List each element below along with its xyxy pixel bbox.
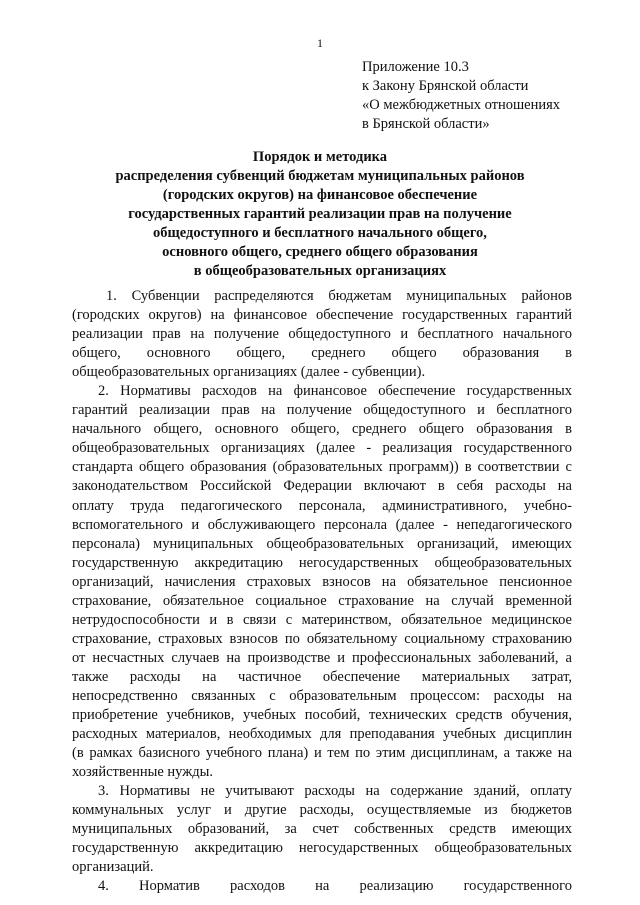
body-line: законодательством Российской Федерации включают в себя расходы на [72, 478, 572, 495]
body-line: муниципальных образований, за счет собственных средств имеющих [72, 821, 572, 838]
title-line: Порядок и методика [252, 149, 388, 165]
body-line: непосредственно связанных с образовательным процессом: расходы на [72, 687, 572, 704]
body-line: начального общего, основного общего, среднего общего образования в [72, 421, 572, 438]
document-title [60, 148, 580, 281]
body-line: расходных материалов, необходимых для преподавания учебных дисциплин [72, 726, 572, 743]
body-line: организаций. [72, 859, 154, 876]
body-line: 2. Нормативы расходов на финансовое обеспечение государственных [98, 383, 572, 400]
title-line: (городских округов) на финансовое обеспечение [162, 187, 478, 203]
body-line: хозяйственные нужды. [72, 764, 213, 781]
body-line: 4. Норматив расходов на реализацию государственного [98, 878, 572, 895]
document-body [72, 287, 572, 897]
body-line: (в рамках базисного учебного плана) и тем по этим дисциплинам, а также на [72, 745, 572, 762]
body-line: государственную аккредитацию негосударственных общеобразовательных [72, 840, 572, 857]
body-line: стандарта общего образования (образовательных программ)) в соответствии с [72, 459, 572, 476]
body-line: также расходы на частичное обеспечение материальных затрат, [72, 668, 572, 685]
body-line: общеобразовательных организациях (далее - реализация государственного [72, 440, 572, 457]
appendix-header [362, 58, 602, 134]
title-line: общедоступного и бесплатного начального общего, [153, 225, 487, 241]
body-line: 3. Нормативы не учитывают расходы на содержание зданий, оплату [98, 783, 572, 800]
title-line: основного общего, среднего общего образования [162, 244, 478, 260]
body-line: оплату труда педагогического персонала, административного, учебно- [72, 497, 572, 514]
title-line: в общеобразовательных организациях [193, 263, 447, 279]
body-line: гарантий реализации прав на получение общедоступного и бесплатного [72, 402, 572, 419]
body-line: (городских округов) на финансовое обеспечение государственных гарантий [72, 307, 572, 324]
appendix-line: Приложение 10.3 [362, 59, 469, 75]
body-line: нетрудоспособности и в связи с материнством, обязательное медицинское [72, 611, 572, 628]
body-line: общего, основного общего, среднего общего образования в [72, 345, 572, 362]
body-line: общеобразовательных организациях (далее - субвенции). [72, 364, 426, 381]
title-line: государственных гарантий реализации прав на получение [128, 206, 512, 222]
appendix-line: «О межбюджетных отношениях [362, 97, 561, 113]
title-line: распределения субвенций бюджетам муниципальных районов [115, 168, 525, 184]
body-line: вспомогательного и обслуживающего персонала (далее - непедагогического [72, 516, 572, 533]
appendix-line: в Брянской области» [362, 116, 490, 132]
body-line: государственную аккредитацию негосударственных общеобразовательных [72, 554, 572, 571]
body-line: страхование, страховых взносов по обязательному социальному страхованию [72, 630, 572, 647]
page-number: 1 [317, 36, 323, 50]
appendix-line: к Закону Брянской области [362, 78, 529, 94]
body-line: приобретение учебников, учебных пособий, технических средств обучения, [72, 707, 572, 724]
body-line: страхование, обязательное социальное страхование на случай временной [72, 592, 572, 609]
body-line: реализации прав на получение общедоступного и бесплатного начального [72, 326, 572, 343]
body-line: персонала) муниципальных общеобразовательных организаций, имеющих [72, 535, 572, 552]
body-line: организаций, начисления страховых взносов на обязательное пенсионное [72, 573, 572, 590]
body-line: коммунальных услуг и другие расходы, осуществляемые из бюджетов [72, 802, 572, 819]
body-line: от несчастных случаев на производстве и профессиональных заболеваний, а [72, 649, 572, 666]
body-line: 1. Субвенции распределяются бюджетам муниципальных районов [106, 288, 572, 304]
